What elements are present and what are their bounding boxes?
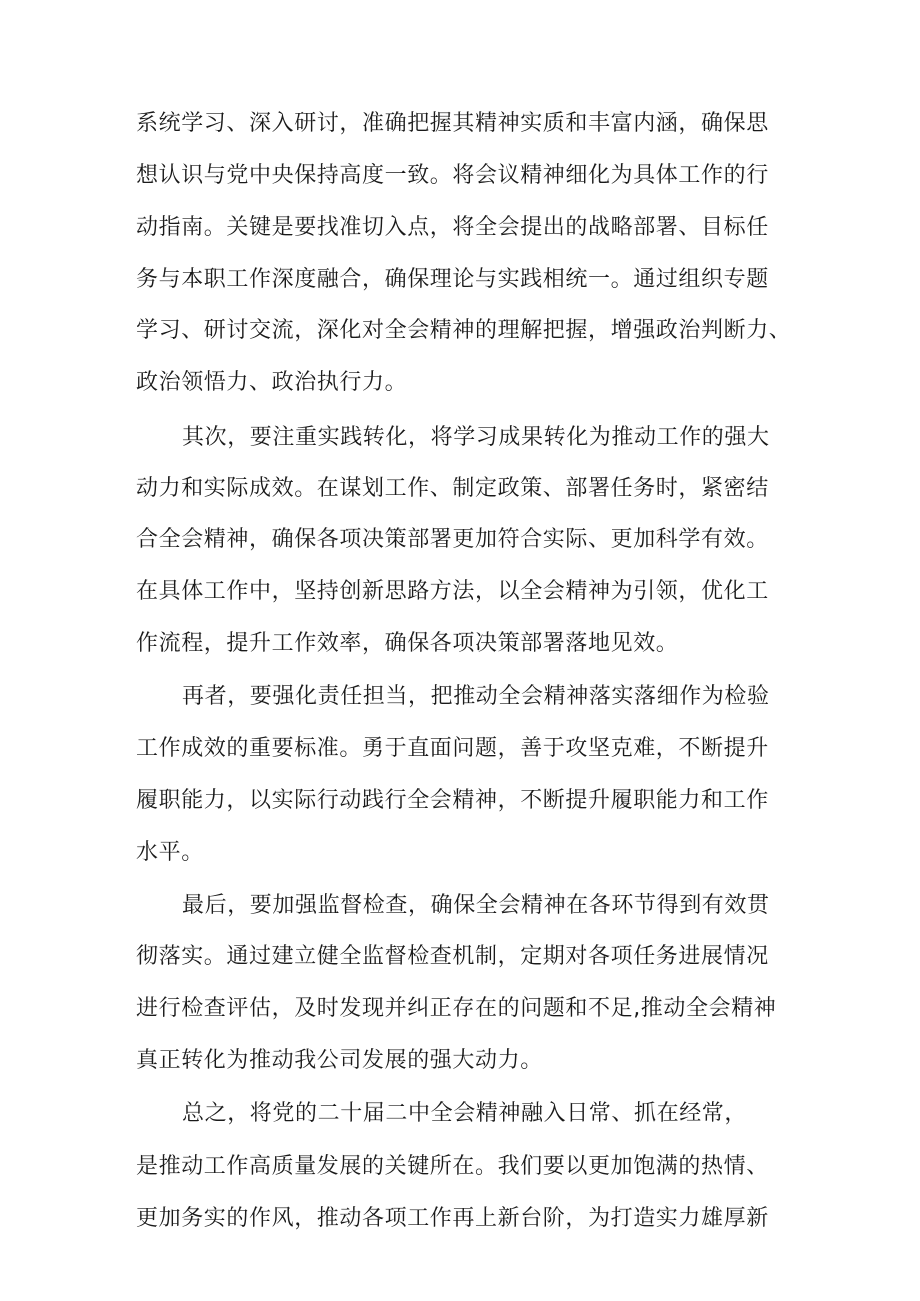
paragraph-first-line: 再者，要强化责任担当，把推动全会精神落实落细作为检验 bbox=[182, 684, 770, 709]
text-line: 工作成效的重要标准。勇于直面问题，善于攻坚克难，不断提升 bbox=[136, 736, 769, 761]
text-line: 务与本职工作深度融合，确保理论与实践相统一。通过组织专题 bbox=[136, 267, 769, 292]
text-line: 合全会精神，确保各项决策部署更加符合实际、更加科学有效。 bbox=[136, 527, 769, 552]
text-line: 动力和实际成效。在谋划工作、制定政策、部署任务时，紧密结 bbox=[136, 476, 769, 501]
text-line: 履职能力，以实际行动践行全会精神，不断提升履职能力和工作 bbox=[136, 788, 769, 813]
paragraph-first-line: 最后，要加强监督检查，确保全会精神在各环节得到有效贯 bbox=[182, 893, 770, 918]
text-line: 进行检查评估，及时发现并纠正存在的问题和不足,推动全会精神 bbox=[136, 996, 777, 1021]
text-line: 学习、研讨交流，深化对全会精神的理解把握，增强政治判断力、 bbox=[136, 318, 792, 343]
text-line: 政治领悟力、政治执行力。 bbox=[136, 370, 408, 395]
text-line: 系统学习、深入研讨，准确把握其精神实质和丰富内涵，确保思 bbox=[136, 111, 769, 136]
text-line: 真正转化为推动我公司发展的强大动力。 bbox=[136, 1048, 543, 1073]
text-line: 在具体工作中，坚持创新思路方法，以全会精神为引领，优化工 bbox=[136, 579, 769, 604]
text-line: 动指南。关键是要找准切入点，将全会提出的战略部署、目标任 bbox=[136, 215, 769, 240]
text-line: 更加务实的作风，推动各项工作再上新台阶，为打造实力雄厚新 bbox=[136, 1206, 769, 1231]
paragraph-first-line: 总之，将党的二十届二中全会精神融入日常、抓在经常， bbox=[182, 1101, 748, 1126]
text-line: 水平。 bbox=[136, 840, 204, 865]
paragraph-first-line: 其次，要注重实践转化，将学习成果转化为推动工作的强大 bbox=[182, 425, 770, 450]
text-line: 作流程，提升工作效率，确保各项决策部署落地见效。 bbox=[136, 631, 679, 656]
text-line: 想认识与党中央保持高度一致。将会议精神细化为具体工作的行 bbox=[136, 163, 769, 188]
text-line: 是推动工作高质量发展的关键所在。我们要以更加饱满的热情、 bbox=[136, 1154, 769, 1179]
text-line: 彻落实。通过建立健全监督检查机制，定期对各项任务进展情况 bbox=[136, 944, 769, 969]
